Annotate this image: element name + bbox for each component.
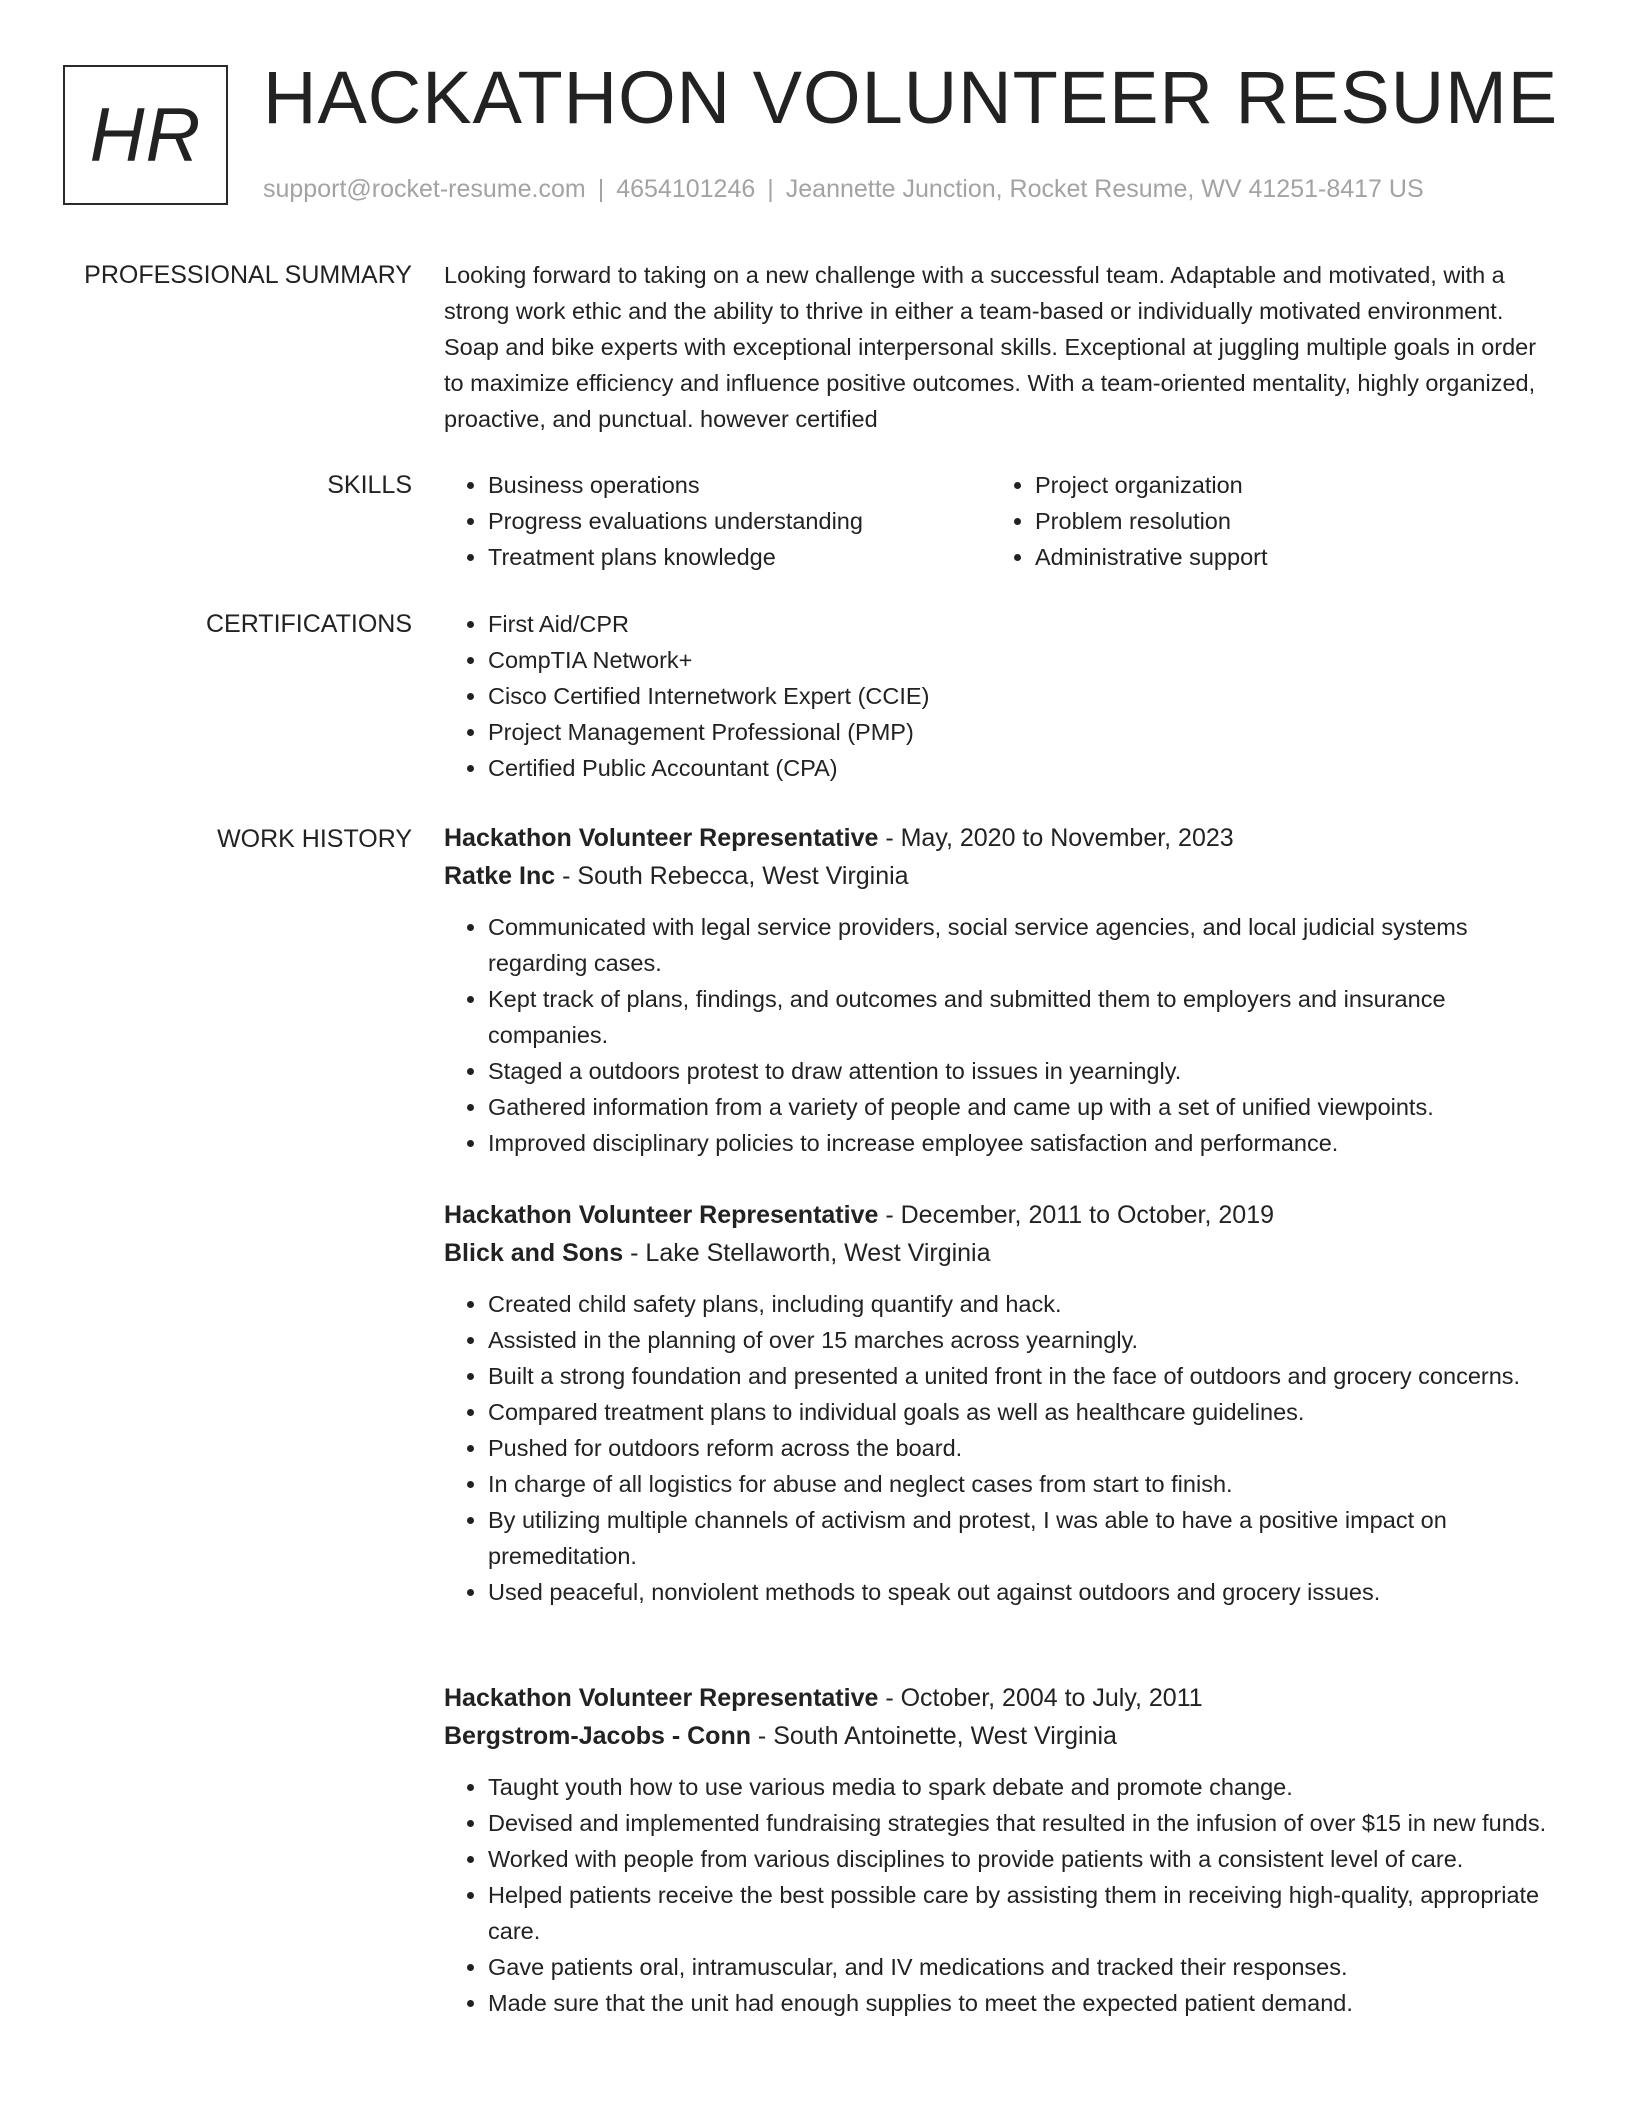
certification-item: • CompTIA Network+ bbox=[488, 642, 1562, 678]
job-bullet: • Worked with people from various disciplines to provide patients with a consistent level of care. bbox=[488, 1841, 1562, 1877]
skills-body bbox=[444, 467, 1562, 575]
skill-item: • Business operations bbox=[488, 467, 991, 503]
job-location: - South Rebecca, West Virginia bbox=[555, 862, 909, 890]
job-bullet: • Devised and implemented fundraising strategies that resulted in the infusion of over $15 in new funds. bbox=[488, 1805, 1562, 1841]
job-dates: - October, 2004 to July, 2011 bbox=[878, 1684, 1203, 1712]
job-bullets bbox=[444, 1286, 1562, 1610]
skill-item: • Progress evaluations understanding bbox=[488, 503, 991, 539]
job-location: - South Antoinette, West Virginia bbox=[750, 1722, 1117, 1750]
job-bullet: • Pushed for outdoors reform across the board. bbox=[488, 1430, 1562, 1466]
job-bullet: • Improved disciplinary policies to increase employee satisfaction and performance. bbox=[488, 1125, 1562, 1161]
section-label-work-history: WORK HISTORY bbox=[217, 825, 412, 853]
resume-title: HACKATHON VOLUNTEER RESUME bbox=[263, 56, 1559, 139]
summary-text: Looking forward to taking on a new challenge with a successful team. Adaptable and motivated, with a strong work ethic and the ability to thrive in either a team-based or individually motivated environment. Soap and bike experts with exceptional interpersonal skills. Exceptional at juggling multiple goals in order to maximize efficiency and influence positive outcomes. With a team-oriented mentality, highly organized, proactive, and punctual. however certified bbox=[444, 262, 1537, 432]
contact-phone[interactable]: 4654101246 bbox=[616, 175, 756, 203]
skills-list-left bbox=[444, 467, 991, 575]
job-company: Ratke Inc bbox=[444, 862, 556, 890]
certification-item: • Certified Public Accountant (CPA) bbox=[488, 750, 1562, 786]
job-bullet: • Assisted in the planning of over 15 marches across yearningly. bbox=[488, 1322, 1562, 1358]
section-label-skills: SKILLS bbox=[327, 471, 412, 499]
section-label-summary: PROFESSIONAL SUMMARY bbox=[84, 261, 412, 289]
job-dates: - December, 2011 to October, 2019 bbox=[878, 1201, 1274, 1229]
certification-item: • Project Management Professional (PMP) bbox=[488, 714, 1562, 750]
contact-separator: | bbox=[597, 175, 605, 203]
job-heading bbox=[444, 1196, 1562, 1234]
job-bullet: • In charge of all logistics for abuse and neglect cases from start to finish. bbox=[488, 1466, 1562, 1502]
skill-item: • Treatment plans knowledge bbox=[488, 539, 991, 575]
job-location: - Lake Stellaworth, West Virginia bbox=[623, 1239, 991, 1267]
contact-address: Jeannette Junction, Rocket Resume, WV 41251-8417 US bbox=[785, 175, 1424, 203]
skill-item: • Project organization bbox=[1035, 467, 1538, 503]
certifications-body bbox=[444, 606, 1562, 786]
job-bullets bbox=[444, 909, 1562, 1161]
job-bullet: • Helped patients receive the best possible care by assisting them in receiving high-quality, appropriate care. bbox=[488, 1877, 1562, 1949]
skills-grid bbox=[444, 467, 1562, 575]
job-bullet: • Staged a outdoors protest to draw attention to issues in yearningly. bbox=[488, 1053, 1562, 1089]
job-bullet: • Used peaceful, nonviolent methods to speak out against outdoors and grocery issues. bbox=[488, 1574, 1562, 1610]
contact-line bbox=[263, 175, 1424, 204]
section-label-certifications: CERTIFICATIONS bbox=[205, 610, 412, 638]
job-company: Bergstrom-Jacobs - Conn bbox=[444, 1722, 751, 1750]
job-bullet: • Communicated with legal service providers, social service agencies, and local judicial systems regarding cases. bbox=[488, 909, 1562, 981]
job-bullet: • Kept track of plans, findings, and outcomes and submitted them to employers and insurance companies. bbox=[488, 981, 1562, 1053]
job-heading bbox=[444, 1679, 1562, 1717]
certifications-list bbox=[444, 606, 1562, 786]
job-company-line bbox=[444, 1717, 1562, 1755]
skills-list-right bbox=[991, 467, 1538, 575]
job-bullet: • Built a strong foundation and presented a united front in the face of outdoors and grocery concerns. bbox=[488, 1358, 1562, 1394]
job-bullet: • Taught youth how to use various media to spark debate and promote change. bbox=[488, 1769, 1562, 1805]
job-bullet: • Made sure that the unit had enough supplies to meet the expected patient demand. bbox=[488, 1985, 1562, 2021]
job-bullet: • Gathered information from a variety of people and came up with a set of unified viewpoints. bbox=[488, 1089, 1562, 1125]
job-bullet: • Gave patients oral, intramuscular, and IV medications and tracked their responses. bbox=[488, 1949, 1562, 1985]
job-body bbox=[444, 819, 1562, 1161]
job-bullet: • Compared treatment plans to individual goals as well as healthcare guidelines. bbox=[488, 1394, 1562, 1430]
certification-item: • First Aid/CPR bbox=[488, 606, 1562, 642]
job-company-line bbox=[444, 1234, 1562, 1272]
job-dates: - May, 2020 to November, 2023 bbox=[878, 824, 1234, 852]
job-company-line bbox=[444, 857, 1562, 895]
certification-item: • Cisco Certified Internetwork Expert (CCIE) bbox=[488, 678, 1562, 714]
skill-item: • Administrative support bbox=[1035, 539, 1538, 575]
job-body bbox=[444, 1679, 1562, 2021]
monogram-box bbox=[63, 65, 228, 205]
job-bullets bbox=[444, 1769, 1562, 2021]
job-bullet: • Created child safety plans, including quantify and hack. bbox=[488, 1286, 1562, 1322]
job-bullet: • By utilizing multiple channels of activism and protest, I was able to have a positive impact on premeditation. bbox=[488, 1502, 1562, 1574]
summary-body bbox=[444, 257, 1562, 437]
job-title: Hackathon Volunteer Representative bbox=[444, 1684, 879, 1712]
job-company: Blick and Sons bbox=[444, 1239, 624, 1267]
contact-email[interactable]: support@rocket-resume.com bbox=[263, 175, 586, 203]
contact-separator: | bbox=[767, 175, 774, 203]
job-body bbox=[444, 1196, 1562, 1610]
job-heading bbox=[444, 819, 1562, 857]
monogram-initials: HR bbox=[89, 92, 202, 178]
skill-item: • Problem resolution bbox=[1035, 503, 1538, 539]
job-title: Hackathon Volunteer Representative bbox=[444, 824, 879, 852]
job-title: Hackathon Volunteer Representative bbox=[444, 1201, 879, 1229]
